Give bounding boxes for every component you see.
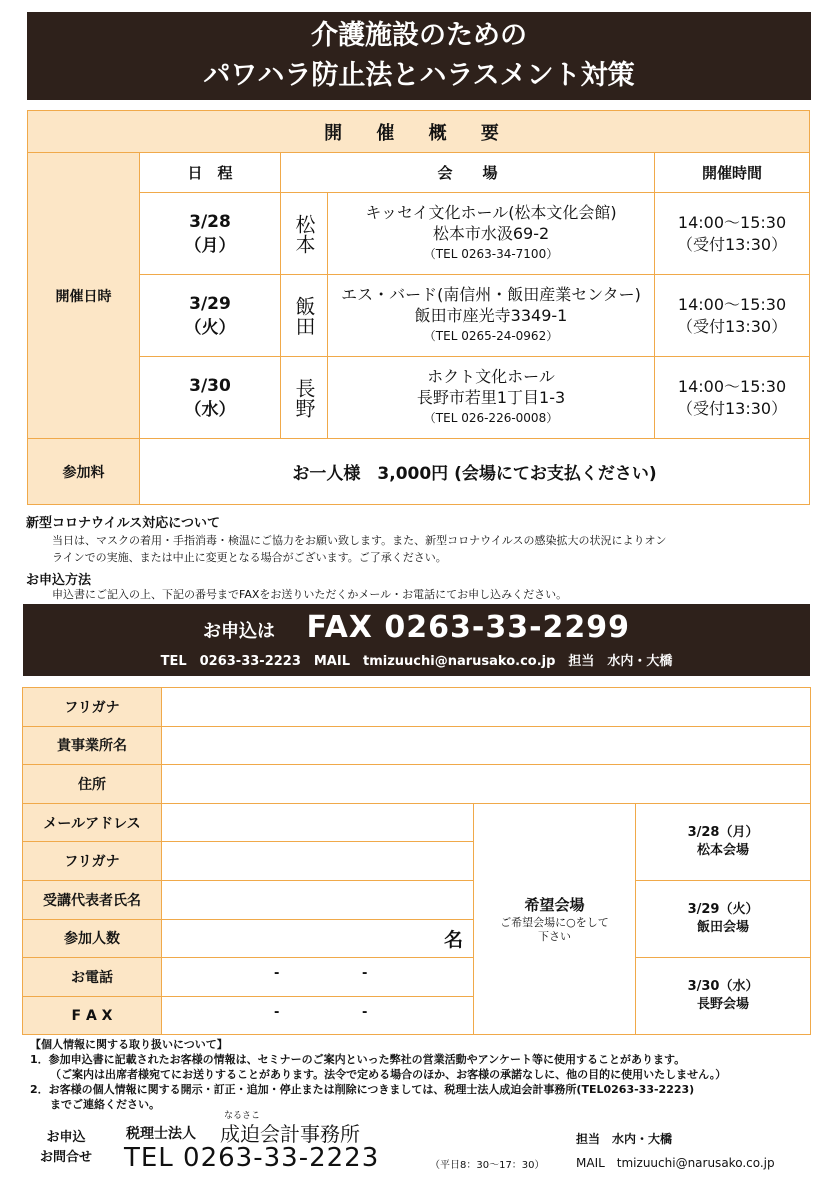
session-weekday: （月） bbox=[184, 235, 236, 256]
apply-method-heading: お申込方法 bbox=[26, 573, 92, 588]
furigana-label: フリガナ bbox=[23, 688, 162, 727]
apply-fax-number: FAX 0263-33-2299 bbox=[306, 610, 631, 645]
footer-contact-label bbox=[40, 1128, 92, 1168]
email-field[interactable] bbox=[162, 803, 474, 842]
venue-option-name: 松本会場 bbox=[697, 842, 750, 858]
time-column-header: 開催時間 bbox=[655, 153, 810, 193]
session-city-label: 松本 bbox=[292, 213, 316, 254]
session-row bbox=[28, 357, 810, 439]
representative-field[interactable] bbox=[162, 880, 474, 919]
apply-banner bbox=[23, 604, 810, 676]
session-city bbox=[281, 357, 328, 439]
title-line-1: 介護施設のための bbox=[311, 20, 527, 51]
participants-unit: 名 bbox=[443, 928, 463, 951]
firm-name-reading: なるさこ bbox=[224, 1111, 261, 1121]
session-time-range: 14:00～15:30 bbox=[677, 294, 787, 314]
covid-heading: 新型コロナウイルス対応について bbox=[26, 516, 220, 531]
venue-column-header: 会 場 bbox=[281, 153, 655, 193]
session-date bbox=[140, 275, 281, 357]
address-field[interactable] bbox=[162, 765, 811, 804]
venue-preference-note-1: ご希望会場に○をして bbox=[500, 916, 609, 930]
overview-heading: 開 催 概 要 bbox=[28, 111, 810, 153]
session-city-label: 長野 bbox=[292, 377, 316, 418]
venue-option-nagano[interactable] bbox=[636, 958, 811, 1035]
session-venue bbox=[328, 193, 655, 275]
apply-method-body: 申込書にご記入の上、下記の番号までFAXをお送りいただくかメール・お電話にてお申し込みください。 bbox=[52, 588, 568, 601]
session-time-range: 14:00～15:30 bbox=[677, 212, 787, 232]
venue-option-iida[interactable] bbox=[636, 880, 811, 957]
participants-field[interactable] bbox=[162, 919, 474, 958]
application-form bbox=[22, 687, 811, 1035]
company-label: 貴事業所名 bbox=[23, 726, 162, 765]
session-city-label: 飯田 bbox=[292, 295, 316, 336]
firm-type: 税理士法人 bbox=[126, 1126, 196, 1142]
privacy-item-1: 1．参加申込書に記載されたお客様の情報は、セミナーのご案内といった弊社の営業活動やアンケート等に使用することがあります。 bbox=[30, 1053, 686, 1066]
fax-field[interactable] bbox=[162, 996, 474, 1035]
session-time-range: 14:00～15:30 bbox=[677, 376, 787, 396]
fax-separator: - bbox=[362, 1004, 368, 1020]
session-time bbox=[655, 357, 810, 439]
session-venue bbox=[328, 357, 655, 439]
session-date-value: 3/28 bbox=[189, 211, 231, 232]
title-banner bbox=[27, 12, 811, 100]
venue-tel: （TEL 0263-34-7100） bbox=[423, 247, 559, 261]
session-date-value: 3/29 bbox=[189, 293, 231, 314]
venue-preference-title: 希望会場 bbox=[524, 896, 585, 915]
footer-staff: 担当 水内・大橋 bbox=[576, 1132, 673, 1146]
firm-name: 成迫会計事務所 bbox=[220, 1122, 360, 1146]
privacy-heading: 【個人情報に関する取り扱いについて】 bbox=[30, 1038, 228, 1051]
session-date bbox=[140, 193, 281, 275]
apply-main-line bbox=[23, 604, 810, 652]
phone-separator: - bbox=[362, 966, 368, 982]
privacy-notice bbox=[30, 1037, 810, 1112]
session-time bbox=[655, 193, 810, 275]
address-label: 住所 bbox=[23, 765, 162, 804]
email-label: メールアドレス bbox=[23, 803, 162, 842]
venue-option-date: 3/28（月） bbox=[687, 824, 759, 840]
venue-option-name: 長野会場 bbox=[697, 997, 750, 1013]
apply-contact-line: TEL 0263-33-2223 MAIL tmizuuchi@narusako.co.jp 担当 水内・大橋 bbox=[160, 654, 673, 669]
footer-email[interactable]: MAIL tmizuuchi@narusako.co.jp bbox=[576, 1156, 775, 1170]
venue-option-matsumoto[interactable] bbox=[636, 803, 811, 880]
overview-table bbox=[27, 110, 810, 505]
fee-label: 参加料 bbox=[28, 439, 140, 505]
session-row bbox=[28, 275, 810, 357]
venue-address: 飯田市座光寺3349-1 bbox=[414, 306, 568, 325]
venue-tel: （TEL 0265-24-0962） bbox=[423, 329, 559, 343]
apply-label: お申込は bbox=[202, 621, 275, 642]
session-city bbox=[281, 275, 328, 357]
session-reception: （受付13:30） bbox=[676, 316, 788, 336]
session-weekday: （火） bbox=[184, 317, 236, 338]
phone-field[interactable] bbox=[162, 958, 474, 997]
session-reception: （受付13:30） bbox=[676, 398, 788, 418]
session-time bbox=[655, 275, 810, 357]
representative-label: 受講代表者氏名 bbox=[23, 880, 162, 919]
furigana-field[interactable] bbox=[162, 688, 811, 727]
venue-option-name: 飯田会場 bbox=[697, 920, 750, 936]
venue-address: 長野市若里1丁目1-3 bbox=[416, 388, 566, 407]
venue-name: エス・バード(南信州・飯田産業センター) bbox=[341, 285, 641, 304]
session-date-value: 3/30 bbox=[189, 375, 231, 396]
session-date bbox=[140, 357, 281, 439]
venue-address: 松本市水汲69-2 bbox=[432, 224, 550, 243]
privacy-item-2-cont: までご連絡ください。 bbox=[50, 1098, 160, 1111]
session-reception: （受付13:30） bbox=[676, 234, 788, 254]
venue-preference bbox=[474, 803, 636, 1035]
participants-label: 参加人数 bbox=[23, 919, 162, 958]
office-hours: （平日8：30～17：30） bbox=[430, 1160, 545, 1171]
covid-body-line-1: 当日は、マスクの着用・手指消毒・検温にご協力をお願い致します。また、新型コロナウイルスの感染拡大の状況によりオン bbox=[52, 534, 667, 547]
privacy-item-2: 2．お客様の個人情報に関する開示・訂正・追加・停止または削除につきましては、税理士法人成迫会計事務所(TEL0263-33-2223) bbox=[30, 1083, 695, 1096]
footer-contact-line-2: お問合せ bbox=[40, 1150, 93, 1165]
fax-separator: - bbox=[274, 1004, 280, 1020]
venue-name: キッセイ文化ホール(松本文化会館) bbox=[365, 203, 617, 222]
session-weekday: （水） bbox=[184, 399, 236, 420]
venue-tel: （TEL 026-226-0008） bbox=[423, 411, 559, 425]
venue-name: ホクト文化ホール bbox=[427, 367, 555, 386]
company-field[interactable] bbox=[162, 726, 811, 765]
phone-label: お電話 bbox=[23, 958, 162, 997]
footer-tel: TEL 0263-33-2223 bbox=[124, 1143, 380, 1173]
date-column-header: 日 程 bbox=[140, 153, 281, 193]
furigana-2-label: フリガナ bbox=[23, 842, 162, 881]
footer-contact-line-1: お申込 bbox=[46, 1130, 86, 1145]
covid-body bbox=[52, 532, 812, 566]
privacy-item-1-note: （ご案内は出席者様宛てにお送りすることがあります。法令で定める場合のほか、お客様の承諾なしに、他の目的に使用いたしません。） bbox=[50, 1068, 727, 1081]
fee-text: お一人様 3,000円 (会場にてお支払ください) bbox=[140, 439, 810, 505]
session-venue bbox=[328, 275, 655, 357]
venue-option-date: 3/29（火） bbox=[687, 902, 759, 918]
furigana-2-field[interactable] bbox=[162, 842, 474, 881]
venue-option-date: 3/30（水） bbox=[687, 979, 759, 995]
session-city bbox=[281, 193, 328, 275]
dates-label: 開催日時 bbox=[28, 153, 140, 439]
phone-separator: - bbox=[274, 966, 280, 982]
fax-label: F A X bbox=[23, 996, 162, 1035]
covid-body-line-2: ラインでの実施、または中止に変更となる場合がございます。ご了承ください。 bbox=[52, 551, 447, 564]
session-row bbox=[28, 193, 810, 275]
title-line-2: パワハラ防止法とハラスメント対策 bbox=[203, 60, 635, 91]
venue-preference-note-2: 下さい bbox=[538, 930, 571, 944]
